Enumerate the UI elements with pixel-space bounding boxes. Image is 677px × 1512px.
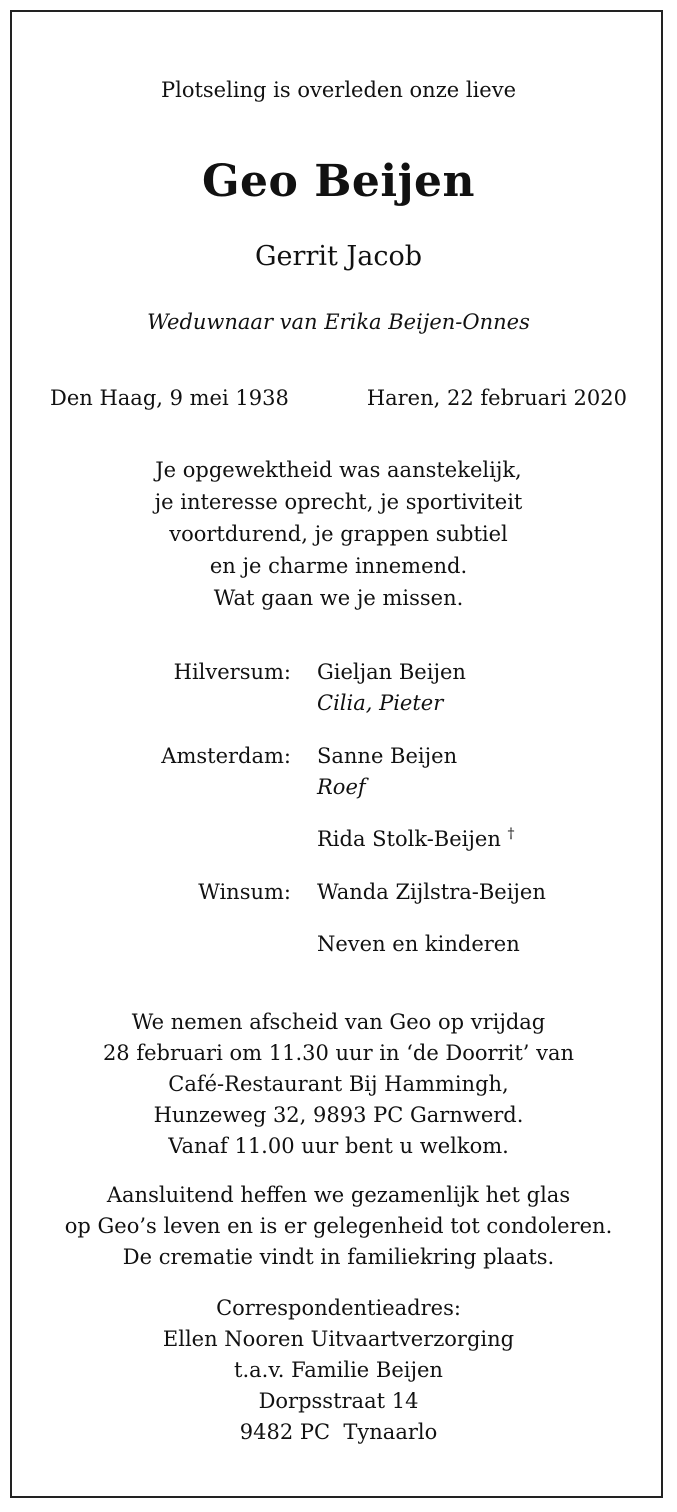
family-member-entry — [317, 823, 515, 855]
family-member-name: Sanne Beijen — [317, 744, 458, 768]
given-names: Gerrit Jacob — [254, 241, 422, 272]
poem-line: en je charme innemend. — [209, 554, 468, 578]
family-member-name: Neven en kinderen — [317, 932, 520, 956]
poem-line: Je opgewektheid was aanstekelijk, — [155, 458, 522, 482]
after-line: op Geo’s leven en is er gelegenheid tot condoleren. — [64, 1214, 613, 1238]
death-date: Haren, 22 februari 2020 — [366, 386, 627, 410]
deceased-cross-mark: † — [507, 826, 515, 842]
farewell-line: Vanaf 11.00 uur bent u welkom. — [168, 1134, 509, 1158]
widower-line: Weduwnaar van Erika Beijen-Onnes — [147, 310, 530, 334]
farewell-line: 28 februari om 11.30 uur in ‘de Doorrit’ van — [102, 1041, 575, 1065]
poem-line: Wat gaan we je missen. — [213, 586, 464, 610]
after-line: Aansluitend heffen we gezamenlijk het glas — [106, 1183, 571, 1207]
family-member-partner: Cilia, Pieter — [317, 691, 444, 715]
poem-line: voortdurend, je grappen subtiel — [169, 522, 508, 546]
address-line: Dorpsstraat 14 — [258, 1389, 419, 1413]
farewell-line: We nemen afscheid van Geo op vrijdag — [131, 1010, 546, 1034]
address-line: Ellen Nooren Uitvaartverzorging — [162, 1327, 515, 1351]
opening-line: Plotseling is overleden onze lieve — [160, 78, 517, 102]
family-place: Amsterdam: — [161, 744, 291, 768]
family-member-partner: Roef — [317, 775, 366, 799]
farewell-line: Café-Restaurant Bij Hammingh, — [168, 1072, 509, 1096]
family-place: Winsum: — [198, 880, 291, 904]
farewell-line: Hunzeweg 32, 9893 PC Garnwerd. — [153, 1103, 524, 1127]
family-member-name: Wanda Zijlstra-Beijen — [317, 880, 546, 904]
birth-date: Den Haag, 9 mei 1938 — [50, 386, 289, 410]
after-line: De crematie vindt in familiekring plaats. — [122, 1245, 555, 1269]
address-line: Correspondentieadres: — [216, 1296, 461, 1320]
family-member-name: Rida Stolk-Beijen — [317, 827, 501, 851]
address-line: 9482 PC Tynaarlo — [239, 1420, 438, 1444]
address-line: t.a.v. Familie Beijen — [234, 1358, 443, 1382]
deceased-name: Geo Beijen — [201, 156, 476, 207]
family-member-name: Gieljan Beijen — [317, 660, 466, 684]
family-place: Hilversum: — [173, 660, 291, 684]
poem-line: je interesse oprecht, je sportiviteit — [154, 490, 523, 514]
